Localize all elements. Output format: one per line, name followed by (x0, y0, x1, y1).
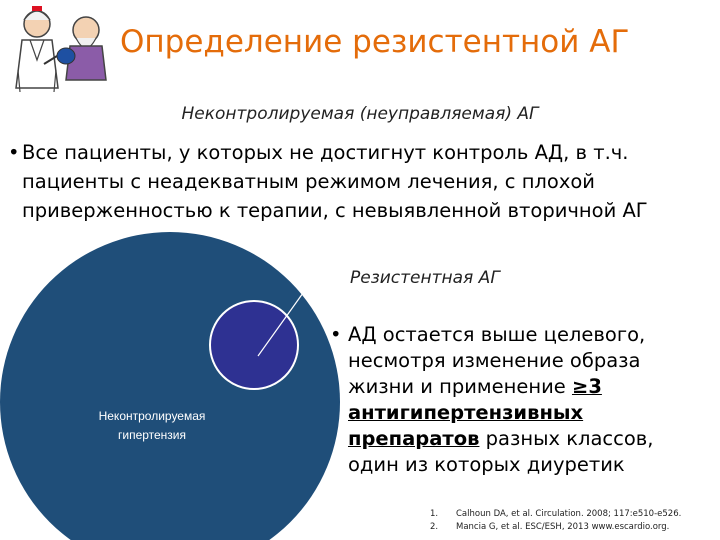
slide-title: Определение резистентной АГ (120, 24, 630, 60)
bullet-marker: • (8, 141, 20, 164)
reference-number: 1. (430, 509, 439, 519)
small-circle-resistant (210, 301, 298, 389)
reference-item (430, 508, 681, 521)
reference-text: Mancia G, et al. ESC/ESH, 2013 www.escardio.org. (456, 522, 670, 532)
big-circle-label-2: гипертензия (117, 428, 187, 442)
slide-subtitle: Неконтролируемая (неуправляемая) АГ (181, 104, 539, 124)
bullet-text (330, 322, 690, 478)
bullet-marker: • (330, 323, 342, 346)
resistant-label: Резистентная АГ (350, 268, 500, 288)
reference-number: 2. (430, 522, 439, 532)
reference-text: Calhoun DA, et al. Circulation. 2008; 117:e510-e526. (456, 509, 682, 519)
big-circle-uncontrolled (0, 232, 340, 540)
references (430, 508, 681, 534)
bullet-text-end: разных классов, один из которых диуретик (348, 427, 654, 476)
big-circle-label-1: Неконтролируемая (98, 409, 206, 423)
bullet-resistant-definition (330, 322, 690, 478)
bullet-text-emphasis: ≥3 антигипертензивных препаратов (348, 375, 602, 450)
reference-item (430, 521, 681, 534)
bullet-text-start: АД остается выше целевого, несмотря изменение образа жизни и применение (348, 323, 646, 398)
bullet-text: Все пациенты, у которых не достигнут контроль АД, в т.ч. пациенты с неадекватным режимом лечения, с плохой приверженностью к терапии, с невыявленной вторичной АГ (22, 141, 648, 222)
